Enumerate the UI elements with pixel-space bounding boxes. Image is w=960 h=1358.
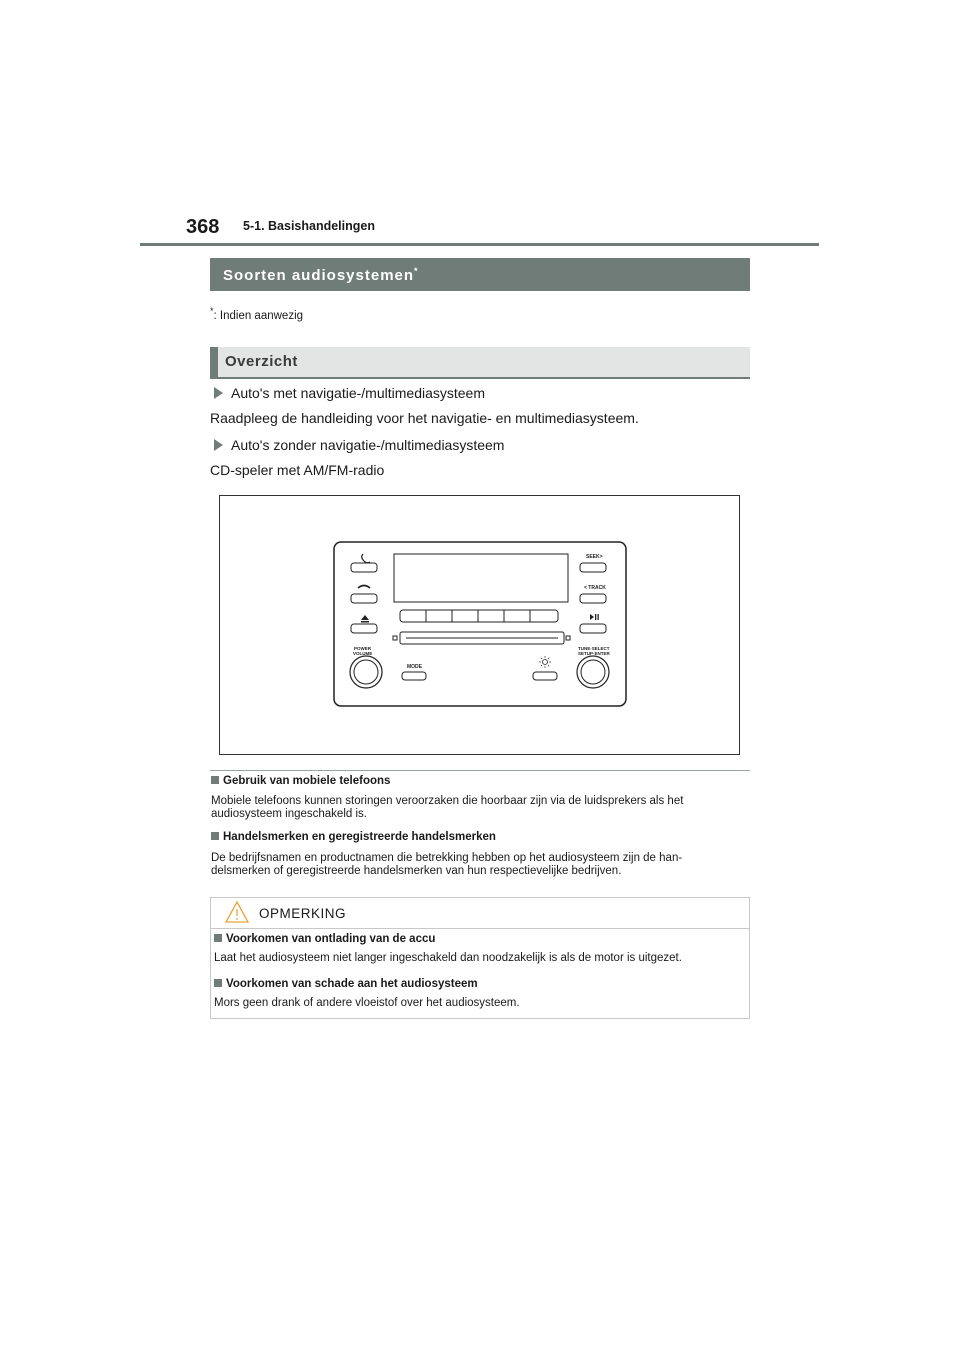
footnote-mark: *	[414, 266, 419, 276]
caution-item-title-text: Voorkomen van schade aan het audiosysteem	[226, 978, 478, 990]
note-text	[211, 852, 746, 878]
note-line: Mobiele telefoons kunnen storingen veroorzaken die hoorbaar zijn via de luidsprekers als het	[211, 795, 684, 807]
section-title	[223, 266, 419, 284]
note-text	[211, 795, 746, 821]
note-title	[211, 775, 390, 787]
paragraph: CD-speler met AM/FM-radio	[210, 462, 385, 478]
audio-unit-figure	[219, 495, 740, 755]
caution-box	[210, 897, 750, 1019]
power-label: POWER	[354, 646, 372, 651]
square-bullet-icon	[214, 934, 222, 942]
subsection-accent	[210, 347, 218, 377]
bullet-item-no-navigation	[214, 437, 504, 453]
footnote	[210, 306, 303, 322]
caution-item-title-text: Voorkomen van ontlading van de accu	[226, 933, 436, 945]
subsection-title: Overzicht	[225, 353, 298, 370]
section-title-bar	[210, 258, 750, 291]
note-line: audiosysteem ingeschakeld is.	[211, 808, 367, 820]
square-bullet-icon	[214, 979, 222, 987]
note-line: De bedrijfsnamen en productnamen die betrekking hebben op het audiosysteem zijn de han-	[211, 852, 683, 864]
volume-label: VOLUME	[353, 651, 373, 656]
caution-label: OPMERKING	[259, 906, 347, 921]
caution-item-text: Mors geen drank of andere vloeistof over het audiosysteem.	[214, 997, 520, 1009]
note-line: delsmerken of geregistreerde handelsmerken van hun respectievelijke bedrijven.	[211, 865, 622, 877]
footnote-text: : Indien aanwezig	[213, 309, 304, 322]
section-title-text: Soorten audiosystemen	[223, 267, 415, 284]
triangle-bullet-icon	[214, 439, 223, 451]
tune-select-label: TUNE·SELECT	[578, 646, 610, 651]
caution-header	[211, 898, 749, 929]
note-title-text: Handelsmerken en geregistreerde handelsmerken	[223, 831, 496, 843]
mode-label: MODE	[407, 664, 422, 670]
seek-label: SEEK>	[586, 554, 603, 560]
caution-item-title	[214, 933, 435, 945]
bullet-text: Auto's zonder navigatie-/multimediasysteem	[231, 437, 505, 453]
bullet-item-navigation	[214, 385, 485, 401]
page-number: 368	[186, 216, 220, 238]
footnote-symbol: *	[210, 306, 214, 316]
square-bullet-icon	[211, 776, 219, 784]
track-label: < TRACK	[584, 585, 606, 591]
subsection-bar	[210, 347, 750, 379]
divider	[210, 770, 750, 771]
note-title-text: Gebruik van mobiele telefoons	[223, 775, 391, 787]
warning-icon	[225, 901, 249, 923]
setup-enter-label: SETUP·ENTER	[578, 651, 610, 656]
audio-unit-illustration	[220, 496, 739, 754]
header-rule	[140, 243, 819, 246]
note-title	[211, 831, 496, 843]
triangle-bullet-icon	[214, 387, 223, 399]
paragraph: Raadpleeg de handleiding voor het navigatie- en multimediasysteem.	[210, 410, 639, 426]
section-reference: 5-1. Basishandelingen	[243, 219, 375, 233]
bullet-text: Auto's met navigatie-/multimediasysteem	[231, 385, 485, 401]
caution-item-title	[214, 978, 478, 990]
square-bullet-icon	[211, 832, 219, 840]
caution-item-text: Laat het audiosysteem niet langer ingeschakeld dan noodzakelijk is als de motor is uitgezet.	[214, 952, 682, 964]
